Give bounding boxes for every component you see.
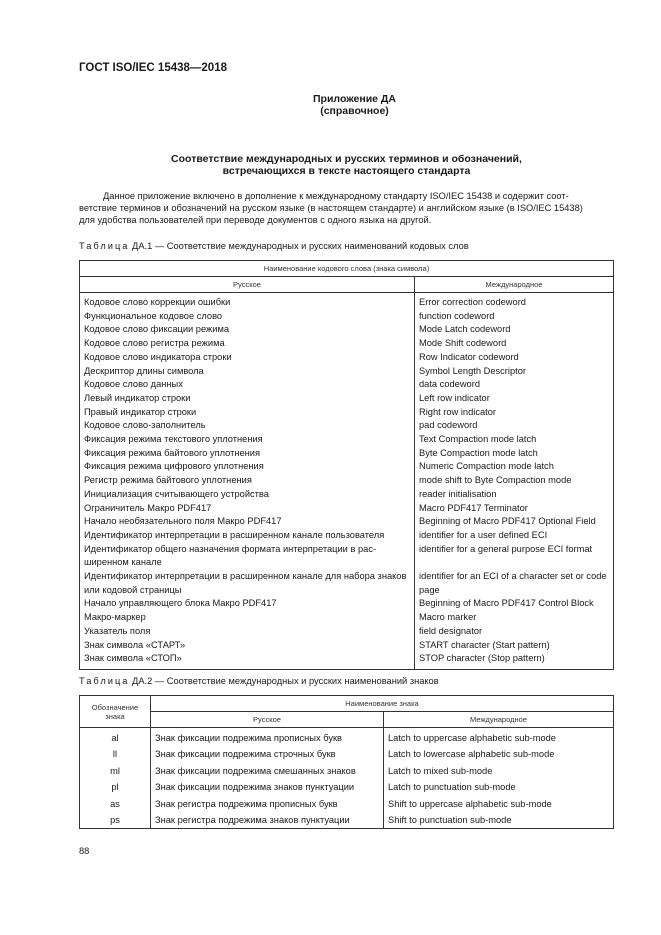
table-row [80,392,614,406]
cell-russian: Начало управляющего блока Макро PDF417 [80,597,415,611]
cell-russian: Знак фиксации подрежима знаков пунктуации [151,779,384,795]
cell-international: identifier for a user defined ECI [415,529,614,543]
annex-heading [0,93,661,117]
cell-international: START character (Start pattern) [415,639,614,653]
table1-caption [79,241,469,251]
cell-international: pad codeword [415,419,614,433]
table1-body [80,293,614,670]
cell-international: Latch to lowercase alphabetic sub-mode [384,746,614,762]
cell-russian: Кодовое слово коррекции ошибки [80,293,415,310]
cell-russian: Знак символа «СТОП» [80,652,415,669]
table-row [80,365,614,379]
cell-international: reader initialisation [415,488,614,502]
cell-international: data codeword [415,378,614,392]
table1-col-russian: Русское [80,277,415,293]
table-row [80,529,614,543]
table-row [80,728,614,747]
cell-russian: Фиксация режима байтового уплотнения [80,447,415,461]
cell-international: Mode Latch codeword [415,323,614,337]
table-row [80,433,614,447]
table-row [80,812,614,829]
annex-title: Приложение ДА [313,93,396,105]
document-header: ГОСТ ISO/IEC 15438—2018 [79,62,227,74]
cell-international: Macro marker [415,611,614,625]
table-row [80,746,614,762]
table-row [80,488,614,502]
cell-russian: Указатель поля [80,625,415,639]
table-row [80,378,614,392]
annex-subtitle: (справочное) [320,105,389,117]
cell-international: Shift to uppercase alphabetic sub-mode [384,796,614,812]
table-row [80,570,614,597]
cell-symbol: al [80,728,151,747]
cell-russian: Кодовое слово индикатора строки [80,351,415,365]
table-row [80,796,614,812]
cell-russian: Знак фиксации подрежима смешанных знаков [151,763,384,779]
table-row [80,763,614,779]
cell-russian: Инициализация считывающего устройства [80,488,415,502]
cell-russian: Начало необязательного поля Макро PDF417 [80,515,415,529]
cell-russian: Кодовое слово регистра режима [80,337,415,351]
table2-caption [79,676,439,686]
table1-caption-text: ДА.1 — Соответствие международных и русских наименований кодовых слов [132,241,469,251]
intro-line: ветствие терминов и обозначений на русском языке (в настоящем стандарте) и английском языке (в ISO/IEC 15438) [79,203,583,213]
cell-russian: Регистр режима байтового уплотнения [80,474,415,488]
table2-col-international: Международное [384,712,614,728]
cell-russian: Макро-маркер [80,611,415,625]
table2-body [80,728,614,829]
codeword-table [79,260,614,670]
intro-line: Данное приложение включено в дополнение к международному стандарту ISO/IEC 15438 и содержит соот- [103,191,569,201]
table-row [80,515,614,529]
cell-international: Byte Compaction mode latch [415,447,614,461]
cell-international: Macro PDF417 Terminator [415,502,614,516]
cell-russian: Левый индикатор строки [80,392,415,406]
table-row [80,639,614,653]
cell-russian: Дескриптор длины символа [80,365,415,379]
intro-paragraph [79,190,614,226]
cell-international: function codeword [415,310,614,324]
table-row [80,652,614,669]
table2-caption-prefix: Таблица [79,676,130,686]
table-row [80,474,614,488]
cell-international: Beginning of Macro PDF417 Control Block [415,597,614,611]
section-title-line-1: Соответствие международных и русских терминов и обозначений, [171,153,522,165]
cell-symbol: ll [80,746,151,762]
section-title-line-2: встречающихся в тексте настоящего стандарта [222,165,471,177]
cell-russian: Знак символа «СТАРТ» [80,639,415,653]
cell-russian: Идентификатор интерпретации в расширенном канале для набора знаков или кодовой страницы [80,570,415,597]
cell-international: Left row indicator [415,392,614,406]
page-number: 88 [79,846,90,856]
table-row [80,310,614,324]
intro-line: для удобства пользователей при переводе документов с одного языка на другой. [79,215,432,225]
cell-international: Latch to uppercase alphabetic sub-mode [384,728,614,747]
cell-international: Shift to punctuation sub-mode [384,812,614,829]
cell-russian: Идентификатор интерпретации в расширенном канале пользователя [80,529,415,543]
cell-russian: Ограничитель Макро PDF417 [80,502,415,516]
table-row [80,351,614,365]
table2-col-russian: Русское [151,712,384,728]
table-row [80,597,614,611]
cell-international: Latch to mixed sub-mode [384,763,614,779]
section-title [79,153,614,177]
cell-international: identifier for a general purpose ECI format [415,543,614,570]
cell-international: Mode Shift codeword [415,337,614,351]
table-row [80,337,614,351]
cell-international: Numeric Compaction mode latch [415,460,614,474]
cell-international: Latch to punctuation sub-mode [384,779,614,795]
table-row [80,406,614,420]
table2-col-symbol: Обозначение знака [80,696,151,728]
cell-symbol: ml [80,763,151,779]
cell-russian: Фиксация режима цифрового уплотнения [80,460,415,474]
cell-russian: Знак регистра подрежима знаков пунктуации [151,812,384,829]
table2-group-header: Наименование знака [151,696,614,712]
cell-russian: Кодовое слово данных [80,378,415,392]
table-row [80,779,614,795]
cell-russian: Знак фиксации подрежима прописных букв [151,728,384,747]
cell-international: mode shift to Byte Compaction mode [415,474,614,488]
table-row [80,625,614,639]
table1-col-international: Международное [415,277,614,293]
cell-international: identifier for an ECI of a character set or code page [415,570,614,597]
cell-russian: Правый индикатор строки [80,406,415,420]
cell-international: Text Compaction mode latch [415,433,614,447]
table-row [80,419,614,433]
table-row [80,460,614,474]
cell-symbol: ps [80,812,151,829]
table-row [80,502,614,516]
table2-caption-text: ДА.2 — Соответствие международных и русских наименований знаков [132,676,439,686]
cell-international: Beginning of Macro PDF417 Optional Field [415,515,614,529]
table-row [80,543,614,570]
table1-caption-prefix: Таблица [79,241,130,251]
cell-russian: Кодовое слово фиксации режима [80,323,415,337]
cell-international: field designator [415,625,614,639]
cell-russian: Знак регистра подрежима прописных букв [151,796,384,812]
cell-russian: Знак фиксации подрежима строчных букв [151,746,384,762]
cell-symbol: pl [80,779,151,795]
cell-russian: Функциональное кодовое слово [80,310,415,324]
table1-group-header: Наименование кодового слова (знака символа) [80,261,614,277]
cell-russian: Фиксация режима текстового уплотнения [80,433,415,447]
table-row [80,293,614,310]
cell-russian: Идентификатор общего назначения формата интерпретации в рас- ширенном канале [80,543,415,570]
cell-russian: Кодовое слово-заполнитель [80,419,415,433]
cell-symbol: as [80,796,151,812]
table-row [80,323,614,337]
cell-international: Right row indicator [415,406,614,420]
cell-international: Row Indicator codeword [415,351,614,365]
character-table [79,695,614,829]
table-row [80,611,614,625]
cell-international: Error correction codeword [415,293,614,310]
table-row [80,447,614,461]
cell-international: Symbol Length Descriptor [415,365,614,379]
cell-international: STOP character (Stop pattern) [415,652,614,669]
